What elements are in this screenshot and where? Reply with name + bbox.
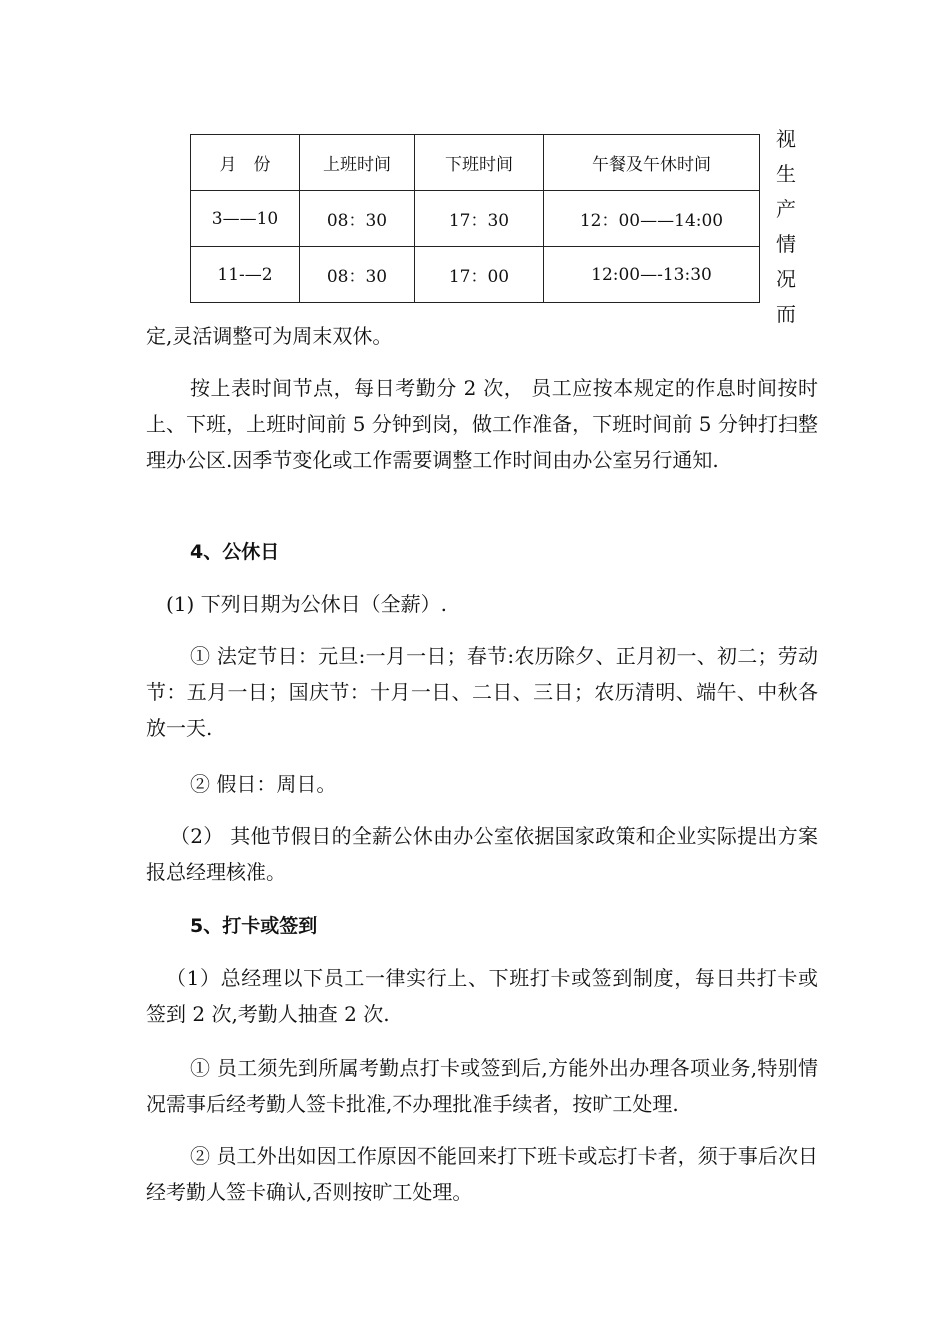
paragraph-punch-rule-2: ② 员工外出如因工作原因不能回来打下班卡或忘打卡者，须于事后次日经考勤人签卡确认,否则按旷工处理。: [146, 1144, 818, 1204]
side-char: 产: [776, 197, 796, 221]
paragraph-continuation: 定,灵活调整可为周末双休。: [146, 324, 393, 348]
paragraph-checkin-rules: 按上表时间节点，每日考勤分 2 次， 员工应按本规定的作息时间按时上、下班，上班时间前 5 分钟到岗，做工作准备，下班时间前 5 分钟打扫整理办公区.因季节变化或工作需要调整工作时间由办公室另行通知.: [146, 376, 818, 472]
side-text-column: [774, 122, 798, 332]
side-char: 况: [776, 267, 796, 291]
header-end-time: 下班时间: [415, 135, 544, 191]
section-heading-punch-in: 5、打卡或签到: [190, 915, 318, 937]
paragraph-other-holidays: （2） 其他节假日的全薪公休由办公室依据国家政策和企业实际提出方案报总经理核准。: [146, 824, 818, 884]
header-month: 月 份: [191, 135, 300, 191]
table-cell: 17：00: [415, 247, 544, 303]
paragraph-punch-rules: （1）总经理以下员工一律实行上、下班打卡或签到制度，每日共打卡或签到 2 次,考勤人抽查 2 次.: [146, 966, 818, 1026]
table-header-row: [191, 135, 760, 191]
paragraph-weekly-holiday: ② 假日：周日。: [190, 772, 337, 796]
table-cell: 17：30: [415, 191, 544, 247]
side-char: 情: [776, 232, 796, 256]
header-lunch-time: 午餐及午休时间: [544, 135, 760, 191]
work-schedule-table: [190, 134, 760, 303]
table-cell: 08：30: [300, 247, 415, 303]
paragraph-legal-holidays: ① 法定节日：元旦:一月一日；春节:农历除夕、正月初一、初二；劳动节：五月一日；国庆节：十月一日、二日、三日；农历清明、端午、中秋各放一天.: [146, 644, 818, 740]
side-char: 视: [776, 127, 796, 151]
paragraph-holiday-intro: (1) 下列日期为公休日（全薪）.: [166, 592, 448, 616]
table-cell: 12：00——14:00: [544, 191, 760, 247]
table-row: [191, 247, 760, 303]
table-cell: 12:00—-13:30: [544, 247, 760, 303]
table-row: [191, 191, 760, 247]
table-cell: 11-—2: [191, 247, 300, 303]
side-char: 而: [776, 302, 796, 326]
side-char: 生: [776, 162, 796, 186]
header-start-time: 上班时间: [300, 135, 415, 191]
section-heading-public-holidays: 4、公休日: [190, 541, 280, 563]
paragraph-punch-rule-1: ① 员工须先到所属考勤点打卡或签到后,方能外出办理各项业务,特别情况需事后经考勤人签卡批准,不办理批准手续者，按旷工处理.: [146, 1056, 818, 1116]
table-cell: 3——10: [191, 191, 300, 247]
table-cell: 08：30: [300, 191, 415, 247]
